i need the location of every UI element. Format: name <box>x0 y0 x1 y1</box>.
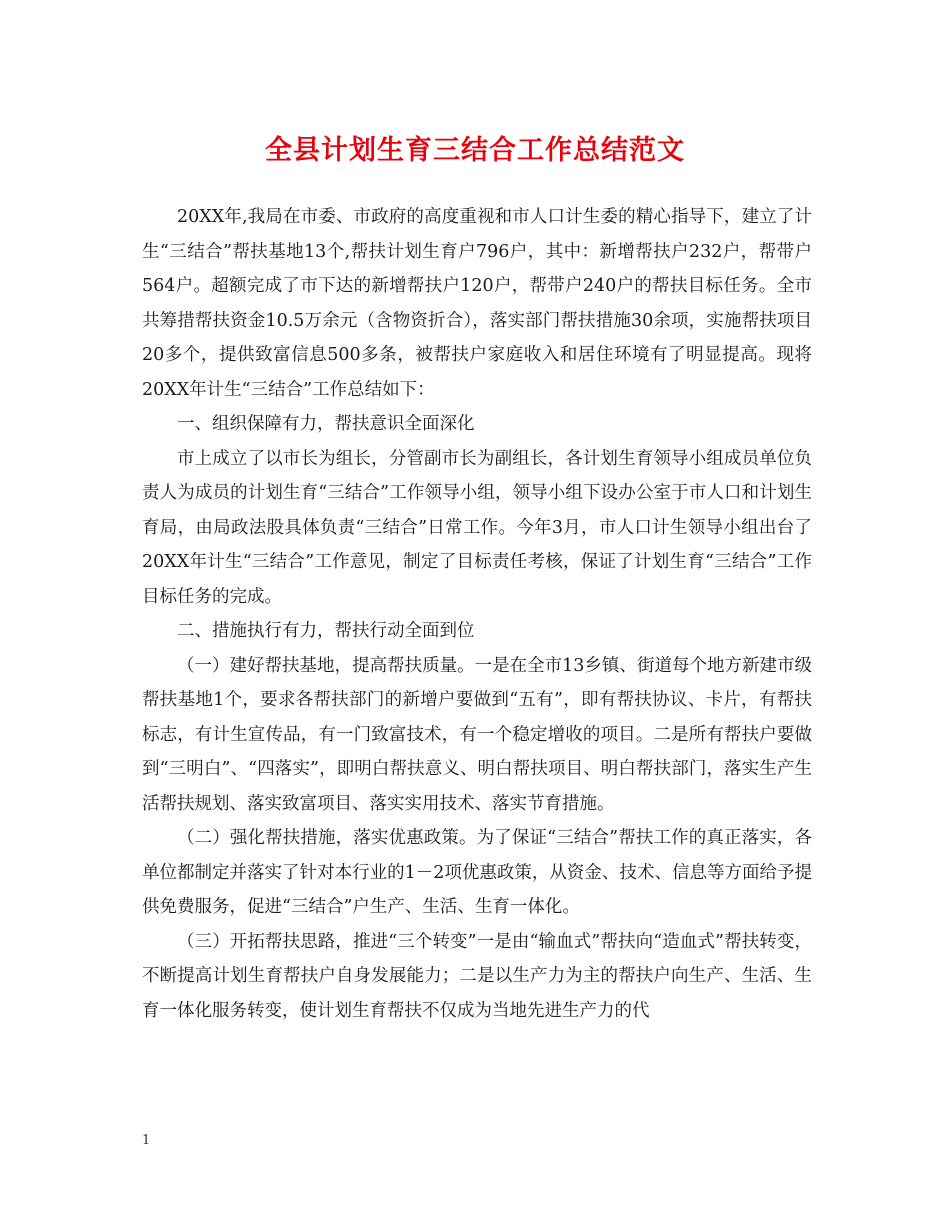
page-number: 1 <box>142 1133 151 1148</box>
section-heading-1: 一、组织保障有力，帮扶意识全面深化 <box>177 414 475 434</box>
document-title: 全县计划生育三结合工作总结范文 <box>265 135 685 166</box>
subsection-3-paragraph: （三）开拓帮扶思路，推进“三个转变”一是由“输血式”帮扶向“造血式”帮扶转变，不断提高计划生育帮扶户自身发展能力；二是以生产力为主的帮扶户向生产、生活、生育一体化服务转变，使计划生育帮扶不仅成为当地先进生产力的代 <box>142 931 812 1021</box>
document-body <box>142 200 812 1028</box>
subsection-2-paragraph: （二）强化帮扶措施，落实优惠政策。为了保证“三结合”帮扶工作的真正落实，各单位都制定并落实了针对本行业的1－2项优惠政策，从资金、技术、信息等方面给予提供免费服务，促进“三结合”户生产、生活、生育一体化。 <box>142 828 812 917</box>
section-1-paragraph: 市上成立了以市长为组长，分管副市长为副组长，各计划生育领导小组成员单位负责人为成员的计划生育“三结合”工作领导小组，领导小组下设办公室于市人口和计划生育局，由局政法股具体负责“三结合”日常工作。今年3月，市人口计生领导小组出台了20XX年计生“三结合”工作意见，制定了目标责任考核，保证了计划生育“三结合”工作目标任务的完成。 <box>142 448 812 607</box>
subsection-1-paragraph: （一）建好帮扶基地，提高帮扶质量。一是在全市13乡镇、街道每个地方新建市级帮扶基地1个，要求各帮扶部门的新增户要做到“五有”，即有帮扶协议、卡片，有帮扶标志，有计生宣传品，有一门致富技术，有一个稳定增收的项目。二是所有帮扶户要做到“三明白”、“四落实”，即明白帮扶意义、明白帮扶项目、明白帮扶部门，落实生产生活帮扶规划、落实致富项目、落实实用技术、落实节育措施。 <box>142 655 812 814</box>
section-heading-2: 二、措施执行有力，帮扶行动全面到位 <box>177 621 475 641</box>
intro-paragraph: 20XX年,我局在市委、市政府的高度重视和市人口计生委的精心指导下，建立了计生“三结合”帮扶基地13个,帮扶计划生育户796户，其中：新增帮扶户232户，帮带户564户。超额完成了市下达的新增帮扶户120户，帮带户240户的帮扶目标任务。全市共筹措帮扶资金10.5万余元（含物资折合），落实部门帮扶措施30余项，实施帮扶项目20多个，提供致富信息500多条，被帮扶户家庭收入和居住环境有了明显提高。现将20XX年计生“三结合”工作总结如下： <box>142 207 812 400</box>
